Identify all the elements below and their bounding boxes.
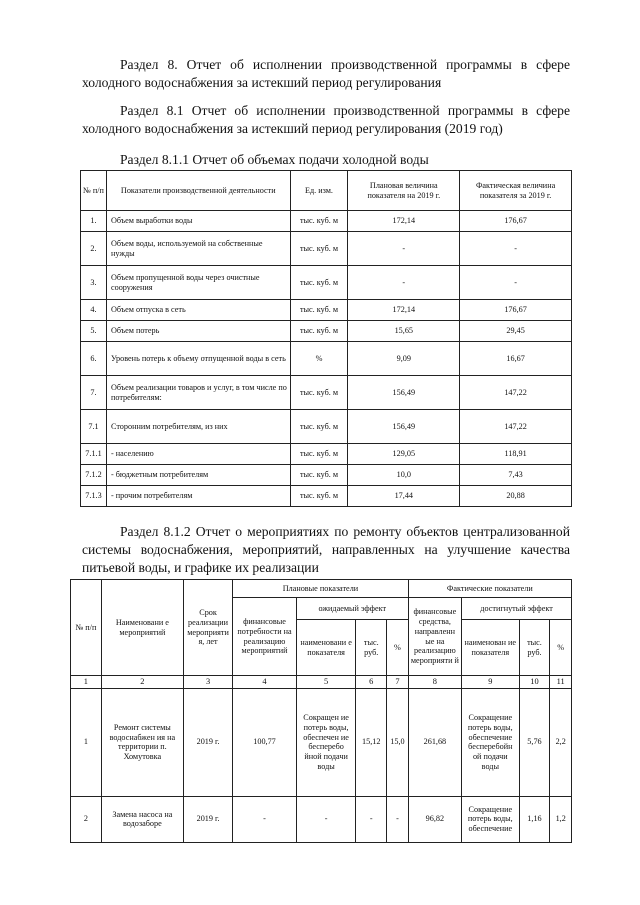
row-unit: тыс. куб. м [290,486,348,507]
row-num: 7.1 [81,410,107,444]
row-fact-eff-pct: 1,2 [550,796,572,842]
row-num: 6. [81,342,107,376]
col-number-9: 9 [462,676,519,689]
row-unit: тыс. куб. м [290,266,348,300]
col-number-1: 1 [71,676,102,689]
row-plan-fin: 100,77 [233,688,297,796]
table-row [81,321,572,342]
row-plan: 129,05 [348,444,460,465]
col-header-num: № п/п [81,171,107,211]
row-fact: 176,67 [460,211,572,232]
row-plan: 172,14 [348,300,460,321]
heading-section-8-1 [82,102,570,138]
col-group-fact: Фактические показатели [408,580,571,598]
col-header-name: Показатели производственной деятельности [106,171,290,211]
row-fact-eff-rub: 1,16 [519,796,550,842]
row-num: 1. [81,211,107,232]
row-term: 2019 г. [183,688,232,796]
row-num: 2. [81,232,107,266]
row-fact-eff-pct: 2,2 [550,688,572,796]
row-name: - населению [106,444,290,465]
row-plan-eff-pct: 15,0 [387,688,409,796]
row-plan-eff-rub: - [356,796,387,842]
col-header-fact-eff-rub: тыс. руб. [519,620,550,676]
row-unit: тыс. куб. м [290,211,348,232]
row-name: Сторонним потребителям, из них [106,410,290,444]
row-plan: 172,14 [348,211,460,232]
row-plan: - [348,266,460,300]
row-plan: - [348,232,460,266]
table-row [81,300,572,321]
col-header-fact: Фактическая величина показателя за 2019 г. [460,171,572,211]
row-num: 7.1.2 [81,465,107,486]
col-number-6: 6 [356,676,387,689]
row-name: Объем пропущенной воды через очистные сооружения [106,266,290,300]
row-name: Объем потерь [106,321,290,342]
col-header-num: № п/п [71,580,102,676]
row-fact: 118,91 [460,444,572,465]
row-unit: тыс. куб. м [290,300,348,321]
table-row [81,266,572,300]
row-plan: 10,0 [348,465,460,486]
row-plan-eff-name: Сокращен ие потерь воды, обеспечен ие бесперебо йной подачи воды [296,688,356,796]
table-row [71,688,572,796]
row-name: Уровень потерь к объему отпущенной воды в сеть [106,342,290,376]
heading-section-8-1-2 [82,523,570,577]
col-number-5: 5 [296,676,356,689]
col-number-11: 11 [550,676,572,689]
row-num: 7. [81,376,107,410]
row-name: Объем отпуска в сеть [106,300,290,321]
row-num: 7.1.1 [81,444,107,465]
row-name: Объем воды, используемой на собственные нужды [106,232,290,266]
row-fact: 29,45 [460,321,572,342]
table-row [81,211,572,232]
row-unit: % [290,342,348,376]
col-number-8: 8 [408,676,461,689]
row-plan: 156,49 [348,376,460,410]
table-row [81,410,572,444]
table-row [81,486,572,507]
row-fact: 20,88 [460,486,572,507]
row-name: - бюджетным потребителям [106,465,290,486]
row-unit: тыс. куб. м [290,321,348,342]
row-plan-eff-pct: - [387,796,409,842]
row-name: Объем выработки воды [106,211,290,232]
col-header-plan-eff-rub: тыс. руб. [356,620,387,676]
table-row [81,465,572,486]
row-plan: 156,49 [348,410,460,444]
col-header-plan-eff-name: наименовани е показателя [296,620,356,676]
table-row [81,232,572,266]
row-plan-eff-name: - [296,796,356,842]
row-unit: тыс. куб. м [290,444,348,465]
row-fact-eff-name: Сокращение потерь воды, обеспечение [462,796,519,842]
row-num: 5. [81,321,107,342]
row-unit: тыс. куб. м [290,465,348,486]
row-plan: 17,44 [348,486,460,507]
row-term: 2019 г. [183,796,232,842]
row-fact: 147,22 [460,376,572,410]
col-header-fact-eff-name: наименован ие показателя [462,620,519,676]
col-header-plan-fin: финансовые потребности на реализацию мероприятий [233,598,297,676]
row-fact: 176,67 [460,300,572,321]
row-num: 2 [71,796,102,842]
col-number-7: 7 [387,676,409,689]
table-row [81,444,572,465]
row-unit: тыс. куб. м [290,232,348,266]
heading-section-8-1-text: Раздел 8.1 Отчет об исполнении производственной программы в сфере холодного водоснабжения за истекший период регулирования (2019 год) [82,103,570,136]
row-fact: 16,67 [460,342,572,376]
row-name: Ремонт системы водоснабжен ия на территории п. Хомутовка [101,688,183,796]
row-num: 4. [81,300,107,321]
row-fact-fin: 261,68 [408,688,461,796]
row-fact-eff-rub: 5,76 [519,688,550,796]
row-fact-fin: 96,82 [408,796,461,842]
table-row [81,342,572,376]
col-number-4: 4 [233,676,297,689]
col-header-fact-fin: финансовые средства, направленн ые на реализацию мероприяти й [408,598,461,676]
col-header-plan-effect: ожидаемый эффект [296,598,408,620]
row-unit: тыс. куб. м [290,410,348,444]
heading-section-8-1-2-text: Раздел 8.1.2 Отчет о мероприятиях по ремонту объектов централизованной системы водоснабжения, мероприятий, направленных на улучшение качества питьевой воды, и графике их реализации [82,524,570,575]
col-number-2: 2 [101,676,183,689]
table-row [71,796,572,842]
heading-section-8-1-1: Раздел 8.1.1 Отчет об объемах подачи холодной воды [120,152,429,167]
row-fact: 7,43 [460,465,572,486]
row-plan-eff-rub: 15,12 [356,688,387,796]
row-fact: - [460,232,572,266]
table-row [81,376,572,410]
col-group-plan: Плановые показатели [233,580,409,598]
heading-section-8 [82,56,570,92]
col-header-fact-eff-pct: % [550,620,572,676]
row-unit: тыс. куб. м [290,376,348,410]
col-header-plan-eff-pct: % [387,620,409,676]
row-name: Замена насоса на водозаборе [101,796,183,842]
volumes-table [80,170,572,507]
row-fact: - [460,266,572,300]
row-num: 1 [71,688,102,796]
col-header-plan: Плановая величина показателя на 2019 г. [348,171,460,211]
col-header-unit: Ед. изм. [290,171,348,211]
col-header-fact-effect: достигнутый эффект [462,598,572,620]
heading-section-8-text: Раздел 8. Отчет об исполнении производственной программы в сфере холодного водоснабжения за истекший период регулирования [82,57,570,90]
row-plan-fin: - [233,796,297,842]
col-header-name: Наименовани е мероприятий [101,580,183,676]
table-header-row [81,171,572,211]
col-number-10: 10 [519,676,550,689]
row-fact-eff-name: Сокращение потерь воды, обеспечение бесперебойн ой подачи воды [462,688,519,796]
col-number-3: 3 [183,676,232,689]
row-name: - прочим потребителям [106,486,290,507]
row-name: Объем реализации товаров и услуг, в том числе по потребителям: [106,376,290,410]
row-plan: 15,65 [348,321,460,342]
row-num: 3. [81,266,107,300]
row-fact: 147,22 [460,410,572,444]
col-header-term: Срок реализации мероприяти я, лет [183,580,232,676]
row-num: 7.1.3 [81,486,107,507]
row-plan: 9,09 [348,342,460,376]
measures-table [70,579,572,843]
